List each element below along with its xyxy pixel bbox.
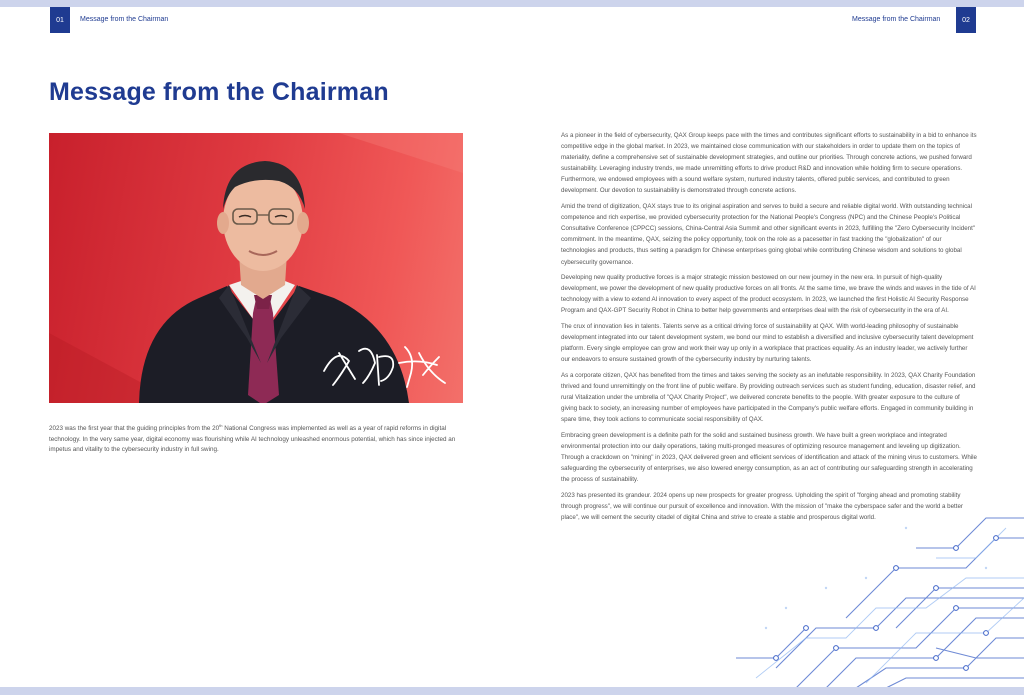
circuit-decoration (736, 508, 1024, 688)
intro-superscript: th (219, 423, 223, 428)
body-paragraph: Amid the trend of digitization, QAX stays true to its original aspiration and serves to build a secure and reliable digital world. With outstanding technical competence and rich expertise, we provided cybersecurity protection for the National People's Congress (NPC) and the Chinese People's Political Consultative Conference (CPPCC) sessions, China-Central Asia Summit and other significant events in 2023, fulfilling the "Zero Cybersecurity Incident" commitment. In the meantime, QAX, seizing the policy opportunity, took on the role as a pacesetter in fast tracking the "globalization" of our technologies and products, thus setting a paradigm for Chinese enterprises going global while contributing Chinese wisdom and solutions to global cybersecurity governance. (561, 203, 975, 266)
running-header-right: Message from the Chairman (852, 16, 941, 23)
bottom-color-band (0, 687, 1024, 695)
running-header-left: Message from the Chairman (80, 16, 169, 23)
body-paragraph: As a pioneer in the field of cybersecurity, QAX Group keeps pace with the times and contributes significant efforts to sustainability in a bid to enhance its competitive edge in the global market. In 2023, we maintained close communication with our stakeholders in order to update them on the topics of materiality, define a comprehensive set of sustainable development strategies, and outline our priorities. Through concrete actions, we pushed forward sustainability. Leveraging industry trends, we made unremitting efforts to drive product R&D and innovation while holding firm to secure operations. Furthermore, we endowed employees with a sound welfare system, nurtured industry talents, offered public services, and contributed to green development. Our devotion to sustainability is demonstrated through concrete actions. (561, 132, 977, 195)
chairman-signature (319, 333, 459, 393)
page-number-left-text: 01 (56, 16, 64, 24)
letter-body (561, 130, 977, 528)
body-paragraph: Developing new quality productive forces is a major strategic mission bestowed on our new journey in the new era. In pursuit of high-quality development, we power the development of new quality productive forces on all fronts. At the same time, we brave the winds and waves in the tide of AI technology with a view to extend AI innovation to every aspect of the product ecosystem. In 2023, we launched the first Holistic AI Security Response Program and QAX-GPT Security Robot in China to better help governments and enterprises deal with the risk of cybersecurity in the era of AI. (561, 274, 976, 315)
intro-text-1: 2023 was the first year that the guiding principles from the 20 (49, 425, 220, 433)
top-color-band (0, 0, 1024, 7)
body-paragraph: The crux of innovation lies in talents. Talents serve as a critical driving force of sustainability at QAX. With world-leading philosophy of sustainable development integrated into our talent development system, we bond our mind to establish a diversified and inclusive cybersecurity talent development platform. Every single employee can grow and work their way up only in a workplace that practices equality. As an industry leader, we actively further our endeavors to ensure sustained growth of the cybersecurity industry by nurturing talents. (561, 323, 974, 364)
intro-paragraph (49, 421, 469, 456)
page-number-right-text: 02 (962, 16, 970, 24)
chairman-photo (49, 133, 463, 403)
body-paragraph: Embracing green development is a definite path for the solid and sustained business growth. We have built a green workplace and integrated environmental protection into our daily operations, taking multi-pronged measures of optimizing resource management and leveling up digitization. Through a crackdown on "mining" in 2023, QAX delivered green and efficient services of identification and attack of the mining virus to customers. While safeguarding the cybersecurity of enterprises, we also lowered energy consumption, as an act of contributing our safeguarding strength in accelerating the process of sustainability. (561, 431, 977, 484)
page-title: Message from the Chairman (49, 78, 389, 106)
page-number-left (50, 7, 70, 33)
body-paragraph: As a corporate citizen, QAX has benefited from the times and takes serving the society as an inefutable responsibility. In 2023, QAX Charity Foundation thrived and found unremittingly on the front line of public welfare. By providing outreach services such as student funding, education, disaster relief, and rural Vitalization under the umbrella of "QAX Charity Project", we delivered concrete benefits to the people. With greater exposure to the culture of giving back to society, an increasing number of employees have participated in the Company's public welfare efforts. Engaged in community building in spare time, they took actions to communicate social responsibility of QAX. (561, 371, 976, 424)
body-paragraph: 2023 has presented its grandeur. 2024 opens up new prospects for greater progress. Upholding the spirit of "forging ahead and promoting stability through progress", we will continue our pursuit of excellence and innovation. With the mission of "make the cyberspace safer and the world a better place", we will cement the security citadel of digital China and strive to create a stable and prosperous digital world. (561, 491, 963, 521)
page-number-right (956, 7, 976, 33)
intro-text-2: National Congress was implemented as well as a year of rapid reforms in digital technology. In the very same year, digital economy was flourishing while AI technology unleashed enormous potential, which has since injected an impetus and vitality to the cybersecurity industry in full swing. (49, 425, 456, 454)
